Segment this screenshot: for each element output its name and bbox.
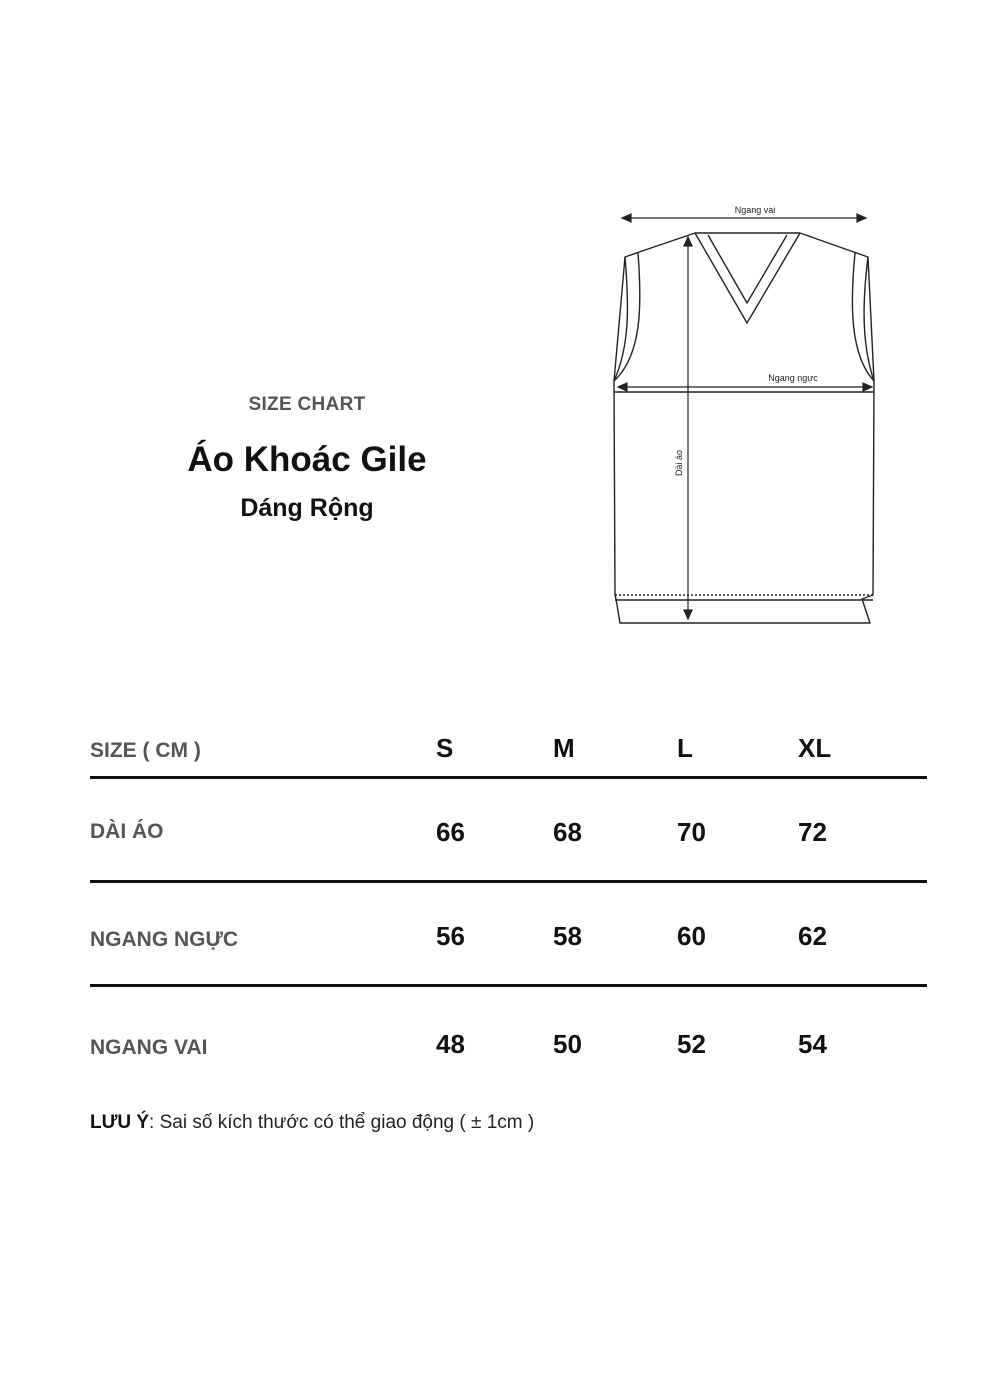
vest-outline bbox=[614, 233, 874, 623]
size-table bbox=[90, 725, 927, 1089]
product-title: Áo Khoác Gile bbox=[187, 440, 427, 479]
size-unit-header: SIZE ( CM ) bbox=[90, 739, 201, 762]
table-row bbox=[90, 985, 927, 1089]
table-cell: 66 bbox=[436, 817, 465, 847]
chest-width-label: Ngang ngực bbox=[768, 373, 818, 383]
row-label-length: DÀI ÁO bbox=[90, 820, 164, 843]
shoulder-width-label: Ngang vai bbox=[734, 205, 776, 215]
table-cell: 56 bbox=[436, 921, 465, 951]
size-header-xl: XL bbox=[798, 733, 832, 763]
size-header-m: M bbox=[553, 733, 575, 763]
note-text: : Sai số kích thước có thể giao động ( ± 1cm ) bbox=[149, 1112, 535, 1133]
table-cell: 62 bbox=[798, 921, 827, 951]
table-cell: 68 bbox=[553, 817, 582, 847]
size-header-s: S bbox=[436, 733, 454, 763]
table-cell: 48 bbox=[436, 1029, 465, 1059]
length-label: Dài áo bbox=[674, 449, 684, 477]
table-row bbox=[90, 777, 927, 881]
table-row bbox=[90, 881, 927, 985]
table-cell: 70 bbox=[677, 817, 706, 847]
size-table-header bbox=[90, 725, 927, 777]
row-label-chest: NGANG NGỰC bbox=[90, 928, 239, 951]
row-label-shoulder: NGANG VAI bbox=[90, 1036, 208, 1059]
table-cell: 52 bbox=[677, 1029, 706, 1059]
product-subtitle: Dáng Rộng bbox=[240, 494, 374, 522]
size-header-l: L bbox=[677, 733, 693, 763]
table-cell: 54 bbox=[798, 1029, 827, 1059]
table-cell: 50 bbox=[553, 1029, 582, 1059]
table-cell: 58 bbox=[553, 921, 582, 951]
table-cell: 60 bbox=[677, 921, 706, 951]
table-cell: 72 bbox=[798, 817, 827, 847]
tolerance-note bbox=[90, 1112, 534, 1134]
size-chart-eyebrow: SIZE CHART bbox=[248, 394, 366, 415]
note-prefix: LƯU Ý bbox=[90, 1112, 150, 1133]
vest-diagram bbox=[600, 195, 890, 635]
